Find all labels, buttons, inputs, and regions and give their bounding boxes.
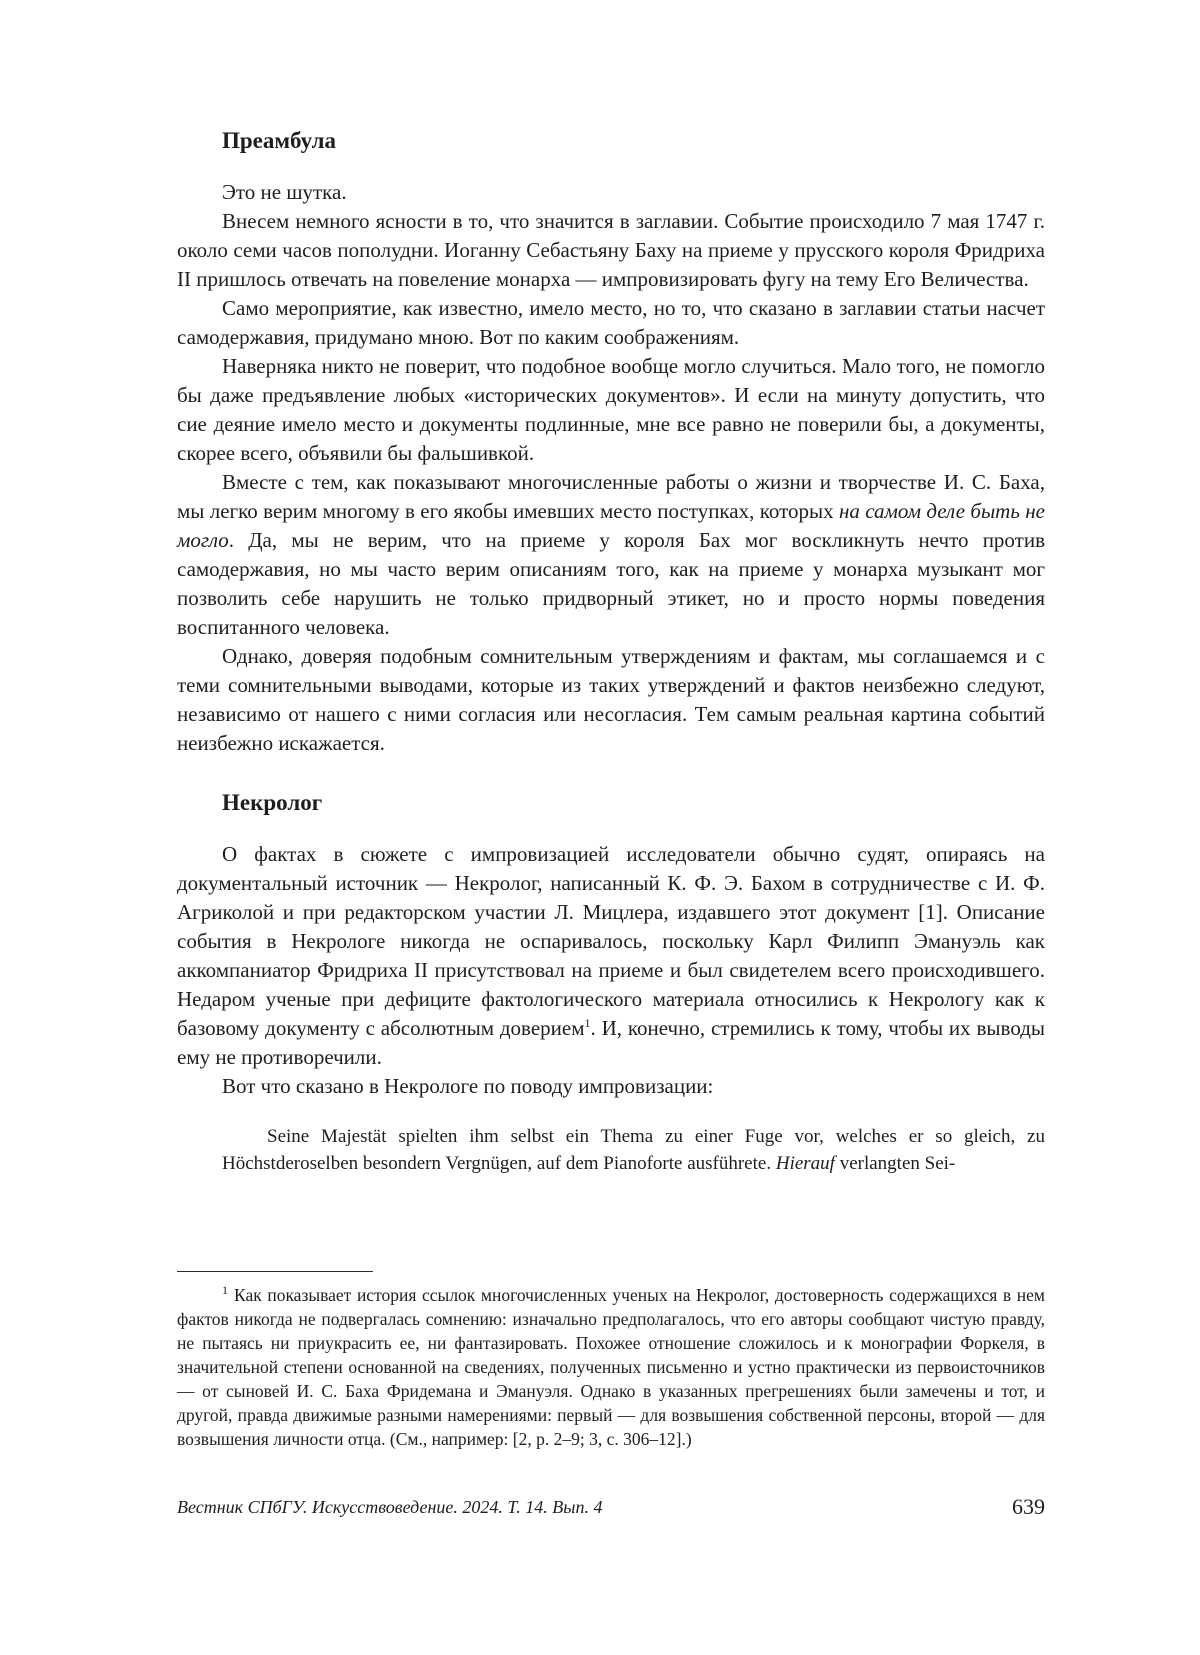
text-run: . И, конечно, стремились к тому, чтобы их выводы ему не противоречили. — [177, 1016, 1046, 1069]
section-title-preamble: Преамбула — [222, 128, 337, 153]
block-quote — [222, 1123, 1045, 1177]
text-run: Seine Majestät spielten ihm selbst ein Thema zu einer Fuge vor, welches er so gleich, zu Höchstderoselben besondern Vergnügen, auf dem Pianoforte ausführete. — [222, 1126, 1045, 1174]
text-run: Вместе с тем, как показывают многочисленные работы о жизни и творчестве И. С. Баха, мы легко верим многому в его якобы имевших место поступках, которых — [177, 470, 1045, 523]
footnote-ref[interactable]: 1 — [584, 1016, 591, 1030]
emphasis: Hierauf — [775, 1153, 835, 1174]
text-run: . Да, мы не верим, что на приеме у короля Бах мог воскликнуть нечто против самодержавия, но мы часто верим описаниям того, как на приеме у монарха музыкант мог позволить себе нарушить не только придворный этикет, но и просто нормы поведения воспитанного человека. — [177, 528, 1045, 639]
page-number: 639 — [1012, 1494, 1045, 1519]
text-run: verlangten Sei- — [834, 1153, 956, 1174]
text-run: О фактах в сюжете с импровизацией исследователи обычно судят, опираясь на документальный источник — Некролог, написанный К. Ф. Э. Бахом в сотрудничестве с И. Ф. Агриколой и при редакторском участии Л. Мицлера, издавшего этот документ [1]. Описание события в Некрологе никогда не оспаривалось, поскольку Карл Филипп Эмануэль как аккомпаниатор Фридриха II присутствовал на приеме и был свидетелем всего происходившего. Недаром ученые при дефиците фактологического материала относились к Некрологу как к базовому документу с абсолютным доверием — [177, 842, 1045, 1040]
paragraph — [177, 468, 1045, 642]
paragraph: Вот что сказано в Некрологе по поводу импровизации: — [222, 1074, 714, 1098]
footnote — [177, 1283, 1045, 1451]
paragraph — [177, 840, 1045, 1072]
footnote-rule — [177, 1271, 373, 1272]
footnote-number: 1 — [222, 1283, 228, 1298]
paragraph: Это не шутка. — [222, 180, 347, 204]
footnote-text: Как показывает история ссылок многочисленных ученых на Некролог, достоверность содержащихся в нем фактов никогда не подвергалась сомнению: изначально предполагалось, что его авторы сообщают чистую правду, не пытаясь ни приукрасить ее, ни фантазировать. Похожее отношение сложилось и к монографии Форкеля, в значительной степени основанной на сведениях, полученных письменно и устно практически из первоисточников — от сыновей И. С. Баха Фридемана и Эмануэля. Однако в указанных прегрешениях были замечены и тот, и другой, правда движимые разными намерениями: первый — для возвышения собственной персоны, второй — для возвышения личности отца. (См., например: [2, p. 2–9; 3, c. 306–12].) — [177, 1285, 1045, 1449]
paragraph: Внесем немного ясности в то, что значится в заглавии. Событие происходило 7 мая 1747 г. около семи часов пополудни. Иоганну Себастьяну Баху на приеме у прусского короля Фридриха II пришлось отвечать на повеление монарха — импровизировать фугу на тему Его Величества. — [177, 209, 1045, 291]
running-title: Вестник СПбГУ. Искусствоведение. 2024. Т. 14. Вып. 4 — [177, 1497, 603, 1517]
paragraph: Наверняка никто не поверит, что подобное вообще могло случиться. Мало того, не помогло бы даже предъявление любых «исторических документов». И если на минуту допустить, что сие деяние имело место и документы подлинные, мне все равно не поверили бы, а документы, скорее всего, объявили бы фальшивкой. — [177, 354, 1045, 465]
paragraph: Однако, доверяя подобным сомнительным утверждениям и фактам, мы соглашаемся и с теми сомнительными выводами, которые из таких утверждений и фактов неизбежно следуют, независимо от нашего с ними согласия или несогласия. Тем самым реальная картина событий неизбежно искажается. — [177, 644, 1045, 755]
main-text — [177, 126, 1045, 1177]
section-title-necrology: Некролог — [222, 790, 323, 815]
paragraph: Само мероприятие, как известно, имело место, но то, что сказано в заглавии статьи насчет самодержавия, придумано мною. Вот по каким соображениям. — [177, 296, 1045, 349]
emphasis: на самом деле быть не могло — [177, 499, 1045, 552]
